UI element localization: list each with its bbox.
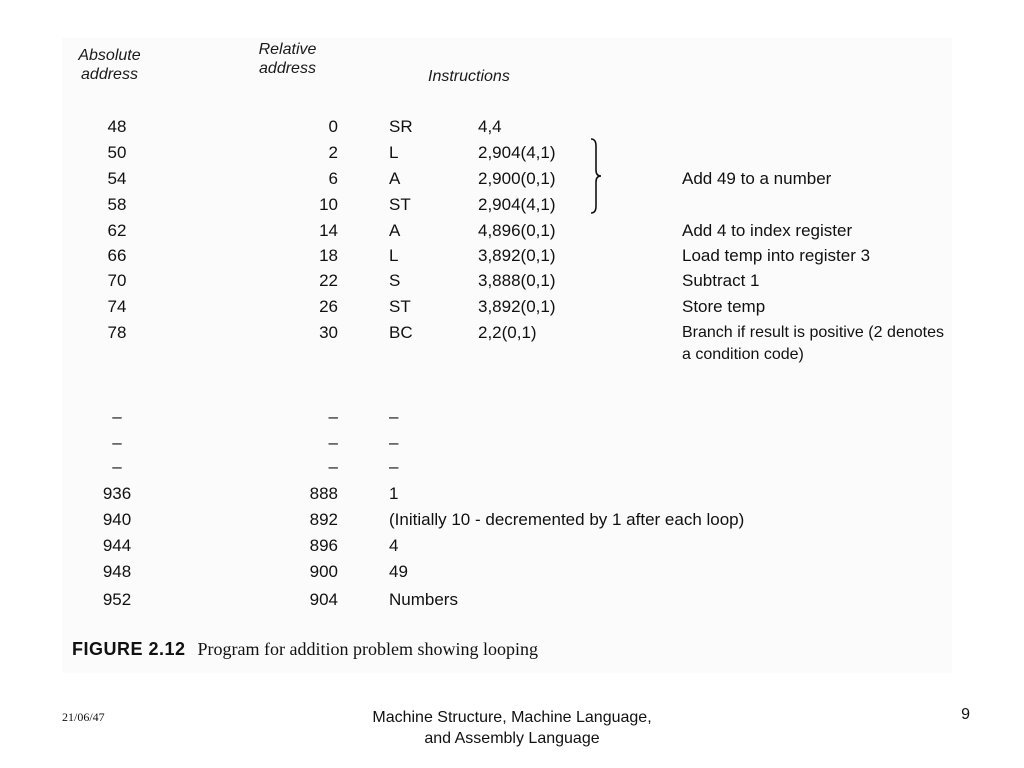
table-row [62, 168, 952, 190]
opcode: L [389, 246, 399, 265]
relative-address: 14 [319, 221, 338, 240]
data-value: 4 [389, 536, 399, 555]
footer-title: Machine Structure, Machine Language, and Assembly Language [372, 709, 652, 747]
data-row [62, 509, 952, 531]
relative-address: 892 [309, 510, 338, 529]
opcode: SR [389, 117, 413, 136]
data-value: (Initially 10 - decremented by 1 after each loop) [389, 510, 745, 529]
comment: Load temp into register 3 [682, 246, 871, 265]
data-value: Numbers [389, 590, 458, 609]
operand: 4,896(0,1) [478, 221, 556, 240]
opcode: L [389, 143, 399, 162]
relative-address: 888 [309, 484, 338, 503]
dash: – [112, 407, 122, 426]
figure-caption [72, 638, 538, 660]
absolute-address: 62 [107, 221, 127, 240]
ellipsis-row [62, 432, 952, 454]
absolute-address: 50 [107, 143, 127, 162]
dash: – [389, 407, 399, 426]
absolute-address: 936 [102, 484, 132, 503]
dash: – [112, 433, 122, 452]
table-row [62, 296, 952, 318]
data-row [62, 535, 952, 557]
relative-address: 6 [328, 169, 338, 188]
opcode: ST [389, 297, 411, 316]
comment: Add 4 to index register [682, 221, 853, 240]
relative-address: 900 [309, 562, 338, 581]
relative-address: 18 [319, 246, 338, 265]
relative-address: 0 [328, 117, 338, 136]
relative-address: 10 [319, 195, 338, 214]
operand: 3,888(0,1) [478, 271, 556, 290]
header-relative-line2: address [259, 60, 316, 77]
operand: 2,904(4,1) [478, 143, 556, 162]
absolute-address: 78 [107, 323, 127, 342]
absolute-address: 48 [107, 117, 127, 136]
dash: – [328, 457, 338, 476]
opcode: A [389, 169, 401, 188]
data-row [62, 561, 952, 583]
absolute-address: 940 [102, 510, 132, 529]
opcode: A [389, 221, 401, 240]
operand: 2,904(4,1) [478, 195, 556, 214]
absolute-address: 944 [102, 536, 132, 555]
header-absolute-address [62, 46, 157, 84]
operand: 2,900(0,1) [478, 169, 556, 188]
data-value: 1 [389, 484, 399, 503]
absolute-address: 948 [102, 562, 132, 581]
comment: Subtract 1 [682, 271, 760, 290]
opcode: S [389, 271, 401, 290]
dash: – [389, 433, 399, 452]
operand: 4,4 [478, 117, 502, 136]
figure-label: FIGURE 2.12 [72, 639, 186, 659]
opcode: ST [389, 195, 411, 214]
operand: 3,892(0,1) [478, 246, 556, 265]
relative-address: 2 [328, 143, 338, 162]
relative-address: 30 [319, 323, 338, 342]
data-row [62, 483, 952, 505]
data-value: 49 [389, 562, 408, 581]
comment: Add 49 to a number [682, 169, 832, 188]
header-absolute-line2: address [81, 66, 138, 83]
header-instructions: Instructions [428, 68, 510, 85]
ellipsis-row [62, 406, 952, 428]
table-row [62, 116, 952, 138]
right-brace-icon [590, 138, 602, 214]
footer-date: 21/06/47 [62, 710, 105, 724]
ellipsis-row [62, 456, 952, 478]
figure-caption-text: Program for addition problem showing looping [197, 639, 539, 659]
absolute-address: 66 [107, 246, 127, 265]
comment: Store temp [682, 297, 766, 316]
table-row [62, 194, 952, 216]
absolute-address: 54 [107, 169, 127, 188]
operand: 2,2(0,1) [478, 323, 537, 342]
dash: – [112, 457, 122, 476]
relative-address: 904 [309, 590, 338, 609]
table-row [62, 142, 952, 164]
program-figure [62, 38, 952, 673]
opcode: BC [389, 323, 413, 342]
absolute-address: 74 [107, 297, 127, 316]
relative-address: 896 [309, 536, 338, 555]
operand: 3,892(0,1) [478, 297, 556, 316]
dash: – [328, 407, 338, 426]
header-absolute-line1: Absolute [78, 47, 141, 64]
table-row [62, 270, 952, 292]
header-relative-address [240, 40, 335, 78]
header-relative-line1: Relative [258, 41, 317, 58]
absolute-address: 70 [107, 271, 127, 290]
dash: – [389, 457, 399, 476]
relative-address: 26 [319, 297, 338, 316]
table-row [62, 245, 952, 267]
absolute-address: 58 [107, 195, 127, 214]
data-row [62, 589, 952, 611]
table-row [62, 220, 952, 242]
page-number: 9 [961, 706, 970, 723]
branch-comment: Branch if result is positive (2 denotes a condition code) [682, 324, 944, 363]
absolute-address: 952 [102, 590, 132, 609]
dash: – [328, 433, 338, 452]
relative-address: 22 [319, 271, 338, 290]
